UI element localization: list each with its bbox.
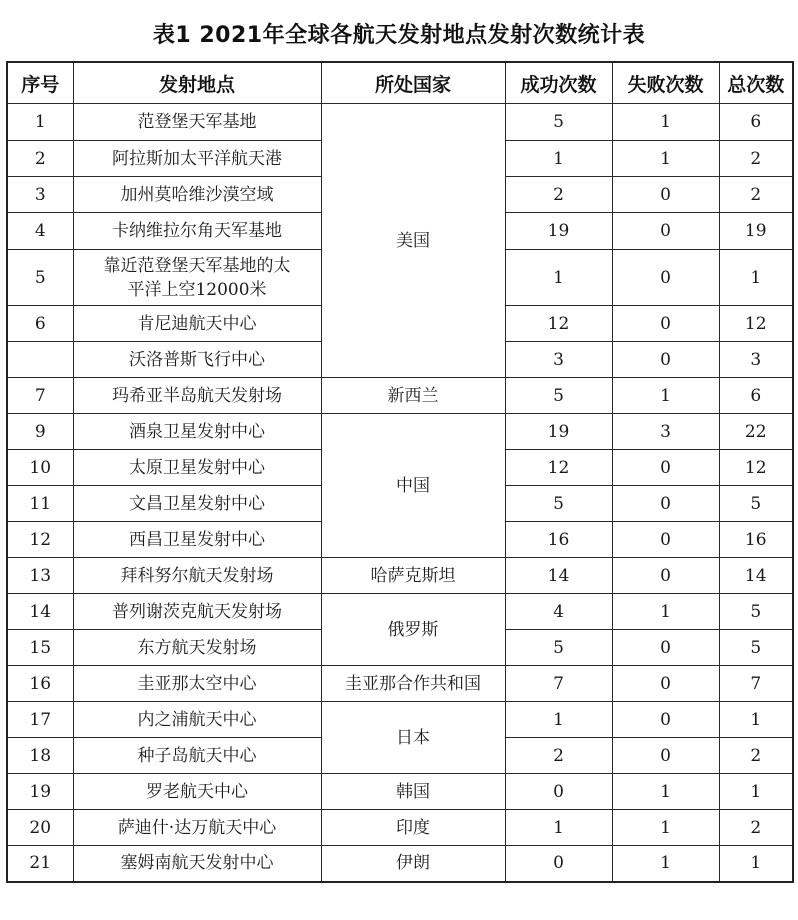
cell-total: 22 (719, 414, 793, 450)
cell-country: 印度 (321, 810, 505, 846)
header-site: 发射地点 (73, 62, 321, 104)
cell-country: 圭亚那合作共和国 (321, 666, 505, 702)
cell-site: 范登堡天军基地 (73, 104, 321, 141)
cell-total: 1 (719, 250, 793, 306)
cell-total: 12 (719, 450, 793, 486)
cell-no: 5 (7, 250, 73, 306)
cell-total: 14 (719, 558, 793, 594)
cell-no: 9 (7, 414, 73, 450)
cell-total: 1 (719, 702, 793, 738)
cell-no (7, 342, 73, 378)
table-row (7, 558, 793, 594)
cell-success: 19 (505, 213, 612, 250)
cell-site: 萨迪什·达万航天中心 (73, 810, 321, 846)
launch-statistics-table (6, 61, 794, 883)
cell-no: 13 (7, 558, 73, 594)
cell-no: 12 (7, 522, 73, 558)
cell-site: 太原卫星发射中心 (73, 450, 321, 486)
header-fail: 失败次数 (612, 62, 719, 104)
cell-site: 罗老航天中心 (73, 774, 321, 810)
cell-total: 16 (719, 522, 793, 558)
cell-site: 塞姆南航天发射中心 (73, 846, 321, 882)
cell-success: 19 (505, 414, 612, 450)
cell-site: 西昌卫星发射中心 (73, 522, 321, 558)
cell-fail: 0 (612, 306, 719, 342)
cell-total: 2 (719, 177, 793, 213)
cell-success: 16 (505, 522, 612, 558)
cell-total: 3 (719, 342, 793, 378)
table-row (7, 666, 793, 702)
cell-fail: 1 (612, 141, 719, 177)
cell-fail: 0 (612, 738, 719, 774)
cell-total: 2 (719, 810, 793, 846)
cell-success: 12 (505, 306, 612, 342)
cell-site: 普列谢茨克航天发射场 (73, 594, 321, 630)
table-row (7, 846, 793, 882)
cell-no: 11 (7, 486, 73, 522)
cell-total: 12 (719, 306, 793, 342)
cell-no: 20 (7, 810, 73, 846)
cell-success: 4 (505, 594, 612, 630)
cell-no: 1 (7, 104, 73, 141)
cell-site: 种子岛航天中心 (73, 738, 321, 774)
cell-site: 拜科努尔航天发射场 (73, 558, 321, 594)
cell-fail: 1 (612, 104, 719, 141)
cell-total: 5 (719, 594, 793, 630)
table-row (7, 774, 793, 810)
cell-success: 0 (505, 846, 612, 882)
cell-success: 5 (505, 486, 612, 522)
table-row (7, 702, 793, 738)
cell-fail: 0 (612, 250, 719, 306)
cell-total: 2 (719, 738, 793, 774)
table-row (7, 594, 793, 630)
cell-total: 5 (719, 486, 793, 522)
cell-fail: 0 (612, 702, 719, 738)
cell-no: 2 (7, 141, 73, 177)
cell-success: 12 (505, 450, 612, 486)
table-body (7, 104, 793, 882)
header-total: 总次数 (719, 62, 793, 104)
table-title: 表1 2021年全球各航天发射地点发射次数统计表 (152, 23, 646, 48)
cell-country: 韩国 (321, 774, 505, 810)
cell-fail: 1 (612, 378, 719, 414)
header-country: 所处国家 (321, 62, 505, 104)
cell-site: 玛希亚半岛航天发射场 (73, 378, 321, 414)
cell-fail: 0 (612, 213, 719, 250)
cell-site: 阿拉斯加太平洋航天港 (73, 141, 321, 177)
cell-success: 1 (505, 250, 612, 306)
cell-fail: 1 (612, 774, 719, 810)
cell-no: 10 (7, 450, 73, 486)
cell-site: 酒泉卫星发射中心 (73, 414, 321, 450)
cell-site: 内之浦航天中心 (73, 702, 321, 738)
cell-success: 1 (505, 141, 612, 177)
cell-site: 沃洛普斯飞行中心 (73, 342, 321, 378)
cell-total: 6 (719, 378, 793, 414)
cell-no: 18 (7, 738, 73, 774)
cell-success: 2 (505, 738, 612, 774)
cell-no: 4 (7, 213, 73, 250)
cell-fail: 0 (612, 177, 719, 213)
cell-fail: 0 (612, 342, 719, 378)
cell-country: 美国 (321, 104, 505, 378)
cell-country: 伊朗 (321, 846, 505, 882)
header-row (7, 62, 793, 104)
cell-fail: 3 (612, 414, 719, 450)
cell-success: 5 (505, 630, 612, 666)
cell-site: 肯尼迪航天中心 (73, 306, 321, 342)
cell-country: 俄罗斯 (321, 594, 505, 666)
cell-site: 加州莫哈维沙漠空域 (73, 177, 321, 213)
cell-total: 5 (719, 630, 793, 666)
cell-country: 新西兰 (321, 378, 505, 414)
cell-success: 3 (505, 342, 612, 378)
cell-success: 14 (505, 558, 612, 594)
cell-fail: 0 (612, 558, 719, 594)
cell-no: 19 (7, 774, 73, 810)
cell-success: 2 (505, 177, 612, 213)
cell-fail: 1 (612, 594, 719, 630)
cell-site: 东方航天发射场 (73, 630, 321, 666)
cell-fail: 0 (612, 630, 719, 666)
cell-fail: 1 (612, 846, 719, 882)
cell-country: 日本 (321, 702, 505, 774)
cell-fail: 0 (612, 486, 719, 522)
cell-total: 1 (719, 846, 793, 882)
header-success: 成功次数 (505, 62, 612, 104)
cell-total: 7 (719, 666, 793, 702)
table-row (7, 104, 793, 141)
cell-success: 1 (505, 810, 612, 846)
cell-no: 14 (7, 594, 73, 630)
cell-fail: 0 (612, 450, 719, 486)
table-row (7, 378, 793, 414)
table-row (7, 414, 793, 450)
cell-no: 21 (7, 846, 73, 882)
cell-no: 15 (7, 630, 73, 666)
cell-no: 3 (7, 177, 73, 213)
cell-no: 7 (7, 378, 73, 414)
cell-site: 靠近范登堡天军基地的太平洋上空12000米 (73, 250, 321, 306)
cell-success: 5 (505, 104, 612, 141)
cell-fail: 1 (612, 810, 719, 846)
cell-site: 圭亚那太空中心 (73, 666, 321, 702)
cell-site: 卡纳维拉尔角天军基地 (73, 213, 321, 250)
cell-no: 17 (7, 702, 73, 738)
cell-country: 哈萨克斯坦 (321, 558, 505, 594)
cell-total: 6 (719, 104, 793, 141)
cell-success: 0 (505, 774, 612, 810)
cell-fail: 0 (612, 666, 719, 702)
header-no: 序号 (7, 62, 73, 104)
cell-success: 1 (505, 702, 612, 738)
cell-no: 6 (7, 306, 73, 342)
cell-total: 19 (719, 213, 793, 250)
cell-success: 7 (505, 666, 612, 702)
cell-success: 5 (505, 378, 612, 414)
cell-total: 1 (719, 774, 793, 810)
table-row (7, 810, 793, 846)
cell-site: 文昌卫星发射中心 (73, 486, 321, 522)
cell-country: 中国 (321, 414, 505, 558)
cell-fail: 0 (612, 522, 719, 558)
cell-total: 2 (719, 141, 793, 177)
cell-no: 16 (7, 666, 73, 702)
